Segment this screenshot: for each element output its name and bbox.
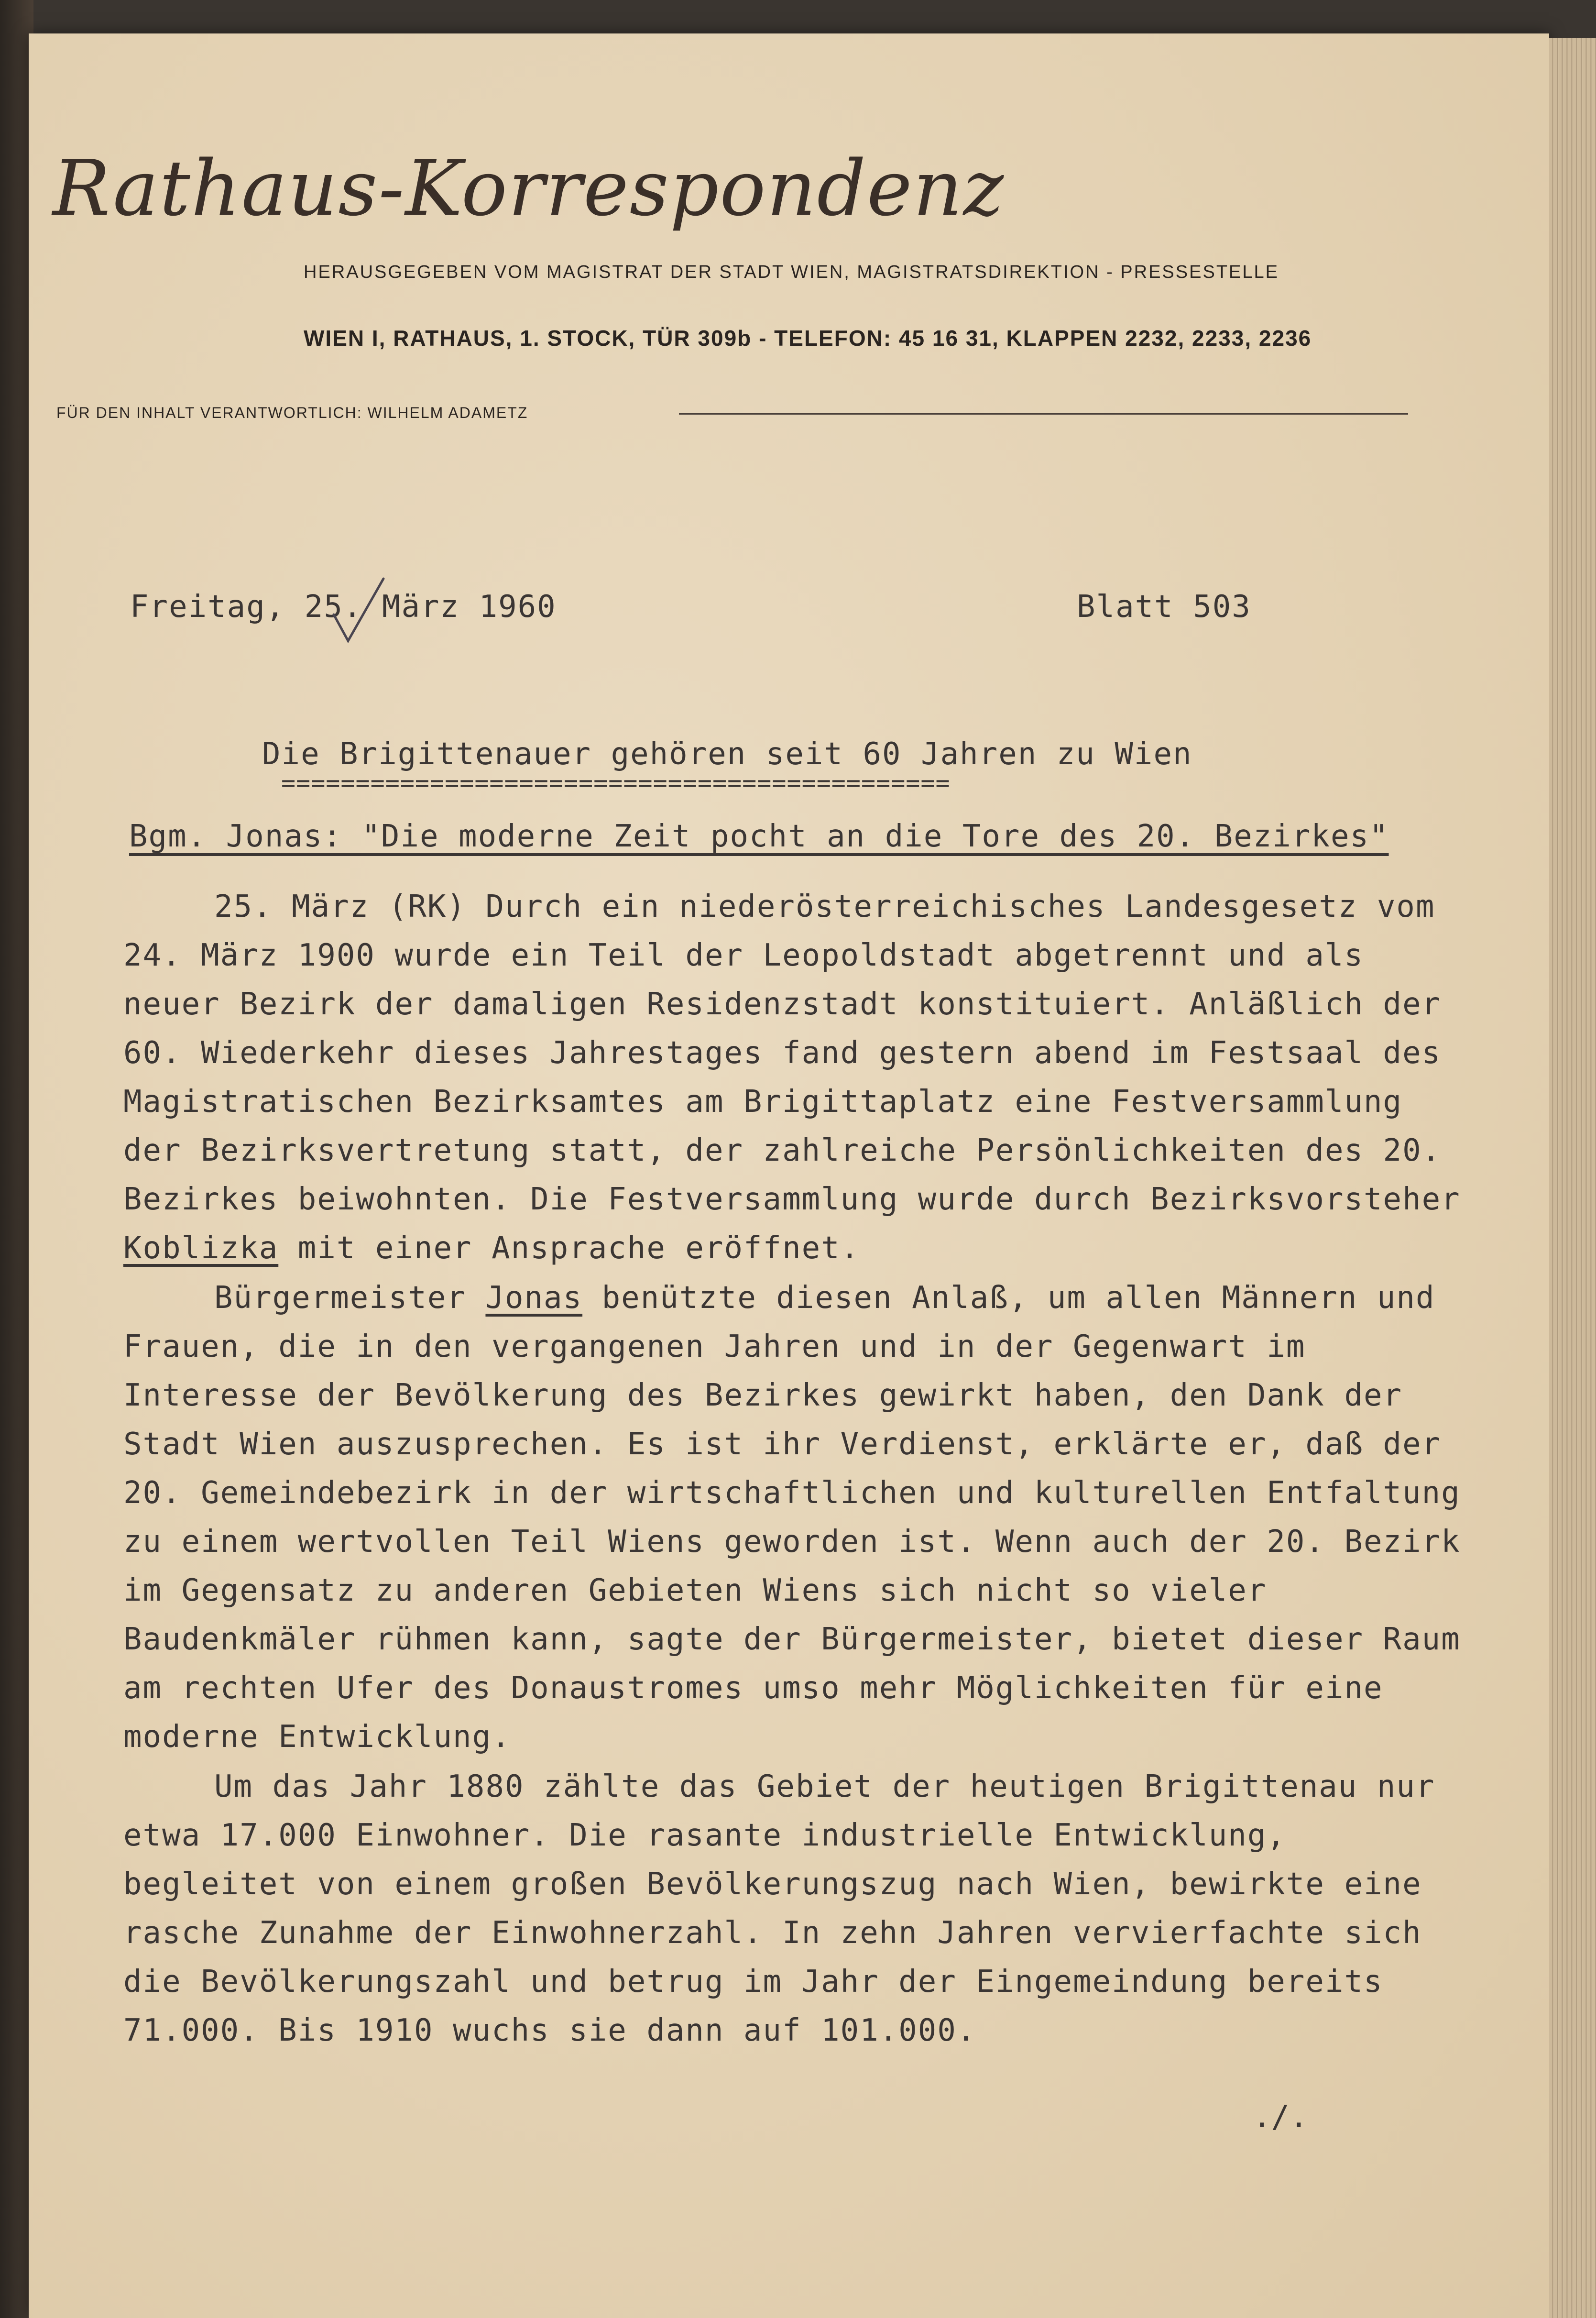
masthead-rule: [679, 413, 1408, 415]
name-koblizka: Koblizka: [123, 1230, 279, 1266]
paragraph-2-text-end: benützte diesen Anlaß, um allen Männern und Frauen, die in den vergangenen Jahren und in der Gegenwart im Interesse der Bevölkerung des Bezirkes gewirkt haben, den Dank der Stadt Wien auszusprechen. Es ist ihr Verdienst, erklärte er, daß der 20. Gemeindebezirk in der wirtschaftlichen und kulturellen Entfaltung zu einem wertvollen Teil Wiens geworden ist. Wenn auch der 20. Bezirk im Gegensatz zu anderen Gebieten Wiens sich nicht so vieler Baudenkmäler rühmen kann, sagte der Bürgermeister, bietet dieser Raum am rechten Ufer des Donaustromes umso mehr Möglichkeiten für eine moderne Entwicklung.: [123, 1280, 1461, 1755]
checkmark-icon: [330, 576, 387, 643]
date-line: Freitag, 25. März 1960: [130, 589, 557, 625]
masthead-address: WIEN I, RATHAUS, 1. STOCK, TÜR 309b - TELEFON: 45 16 31, KLAPPEN 2232, 2233, 2236: [304, 326, 1312, 351]
paragraph-1-text-end: mit einer Ansprache eröffnet.: [278, 1230, 860, 1266]
subheadline: Bgm. Jonas: "Die moderne Zeit pocht an die Tore des 20. Bezirkes": [129, 819, 1389, 854]
headline-double-rule: =============================================: [281, 769, 951, 797]
paragraph-1: [123, 882, 1462, 1273]
masthead-publisher: HERAUSGEGEBEN VOM MAGISTRAT DER STADT WIEN, MAGISTRATSDIREKTION - PRESSESTELLE: [304, 262, 1279, 282]
paragraph-2-text: Bürgermeister: [214, 1280, 486, 1316]
article-body: [123, 882, 1462, 2055]
paragraph-3: Um das Jahr 1880 zählte das Gebiet der heutigen Brigittenau nur etwa 17.000 Einwohner. Die rasante industrielle Entwicklung, begleitet von einem großen Bevölkerungszug nach Wien, bewirkte eine rasche Zunahme der Einwohnerzahl. In zehn Jahren vervierfachte sich die Bevölkerungszahl und betrug im Jahr der Eingemeindung bereits 71.000. Bis 1910 wuchs sie dann auf 101.000.: [123, 1769, 1435, 2048]
masthead-responsible: FÜR DEN INHALT VERANTWORTLICH: WILHELM ADAMETZ: [56, 404, 528, 421]
paragraph-2: [123, 1274, 1462, 1761]
continuation-mark: ./.: [1253, 2099, 1308, 2135]
page-edges: [1549, 38, 1596, 2318]
sheet-number: Blatt 503: [1077, 589, 1251, 625]
masthead-title: Rathaus-Korrespondenz: [53, 143, 1005, 233]
paragraph-1-text: 25. März (RK) Durch ein niederösterreichisches Landesgesetz vom 24. März 1900 wurde ein Teil der Leopoldstadt abgetrennt und als neuer Bezirk der damaligen Residenzstadt konstituiert. Anläßlich der 60. Wiederkehr dieses Jahrestages fand gestern abend im Festsaal des Magistratischen Bezirksamtes am Brigittaplatz eine Festversammlung der Bezirksvertretung statt, der zahlreiche Persönlichkeiten des 20. Bezirkes beiwohnten. Die Festversammlung wurde durch Bezirksvorsteher: [123, 889, 1461, 1217]
headline: Die Brigittenauer gehören seit 60 Jahren zu Wien: [262, 736, 1192, 772]
name-jonas: Jonas: [485, 1280, 583, 1316]
